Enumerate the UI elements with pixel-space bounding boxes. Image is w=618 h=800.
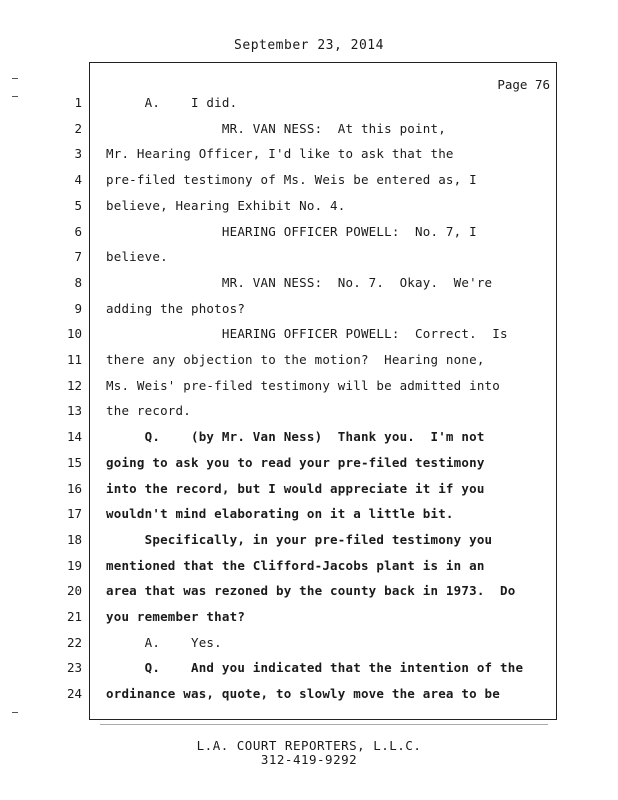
transcript-line	[0, 352, 618, 378]
line-text: adding the photos?	[106, 300, 246, 316]
line-number: 12	[66, 377, 82, 393]
line-text: Q. (by Mr. Van Ness) Thank you. I'm not	[106, 429, 485, 445]
transcript-line	[0, 660, 618, 686]
transcript-line	[0, 326, 618, 352]
transcript-line	[0, 635, 618, 661]
line-number: 19	[66, 557, 82, 573]
footer-phone: 312-419-9292	[260, 752, 358, 767]
line-number: 23	[66, 660, 82, 676]
line-number: 17	[66, 506, 82, 522]
transcript-line	[0, 532, 618, 558]
line-text: there any objection to the motion? Hearing none,	[106, 352, 485, 367]
line-text: wouldn't mind elaborating on it a little bit.	[106, 506, 454, 522]
margin-mark	[12, 78, 18, 79]
transcript-line	[0, 686, 618, 712]
line-number: 16	[66, 480, 82, 496]
line-text: ordinance was, quote, to slowly move the area to be	[106, 686, 501, 702]
line-text: MR. VAN NESS: No. 7. Okay. We're	[106, 274, 493, 290]
line-number: 2	[74, 120, 82, 136]
page-number: Page 76	[497, 77, 550, 92]
line-text: MR. VAN NESS: At this point,	[106, 120, 446, 136]
line-number: 6	[74, 223, 82, 239]
transcript-line	[0, 429, 618, 455]
line-text: you remember that?	[106, 609, 246, 624]
margin-mark	[12, 712, 18, 713]
line-number: 9	[74, 300, 82, 316]
transcript-line	[0, 506, 618, 532]
line-text: A. Yes.	[106, 634, 222, 650]
line-text: A. I did.	[106, 95, 238, 110]
transcript-line	[0, 121, 618, 147]
line-text: mentioned that the Clifford-Jacobs plant is in an	[106, 557, 485, 573]
transcript-line	[0, 275, 618, 301]
line-text: HEARING OFFICER POWELL: No. 7, I	[106, 223, 477, 239]
transcript-line	[0, 249, 618, 275]
line-number: 21	[66, 609, 82, 624]
transcript-line	[0, 455, 618, 481]
footer-company: L.A. COURT REPORTERS, L.L.C.	[196, 738, 422, 753]
line-number: 20	[66, 583, 82, 599]
line-number: 7	[74, 249, 82, 265]
line-number: 8	[74, 274, 82, 290]
line-number: 1	[74, 95, 82, 110]
transcript-line	[0, 583, 618, 609]
bottom-rule	[100, 724, 548, 725]
transcript-line	[0, 481, 618, 507]
transcript-line	[0, 172, 618, 198]
line-text: into the record, but I would appreciate it if you	[106, 480, 485, 496]
line-number: 3	[74, 146, 82, 162]
line-number: 15	[66, 454, 82, 470]
transcript-line	[0, 95, 618, 121]
line-number: 11	[66, 352, 82, 367]
line-number: 4	[74, 172, 82, 188]
transcript-line	[0, 301, 618, 327]
transcript-line	[0, 146, 618, 172]
line-text: Ms. Weis' pre-filed testimony will be admitted into	[106, 377, 501, 393]
transcript-line	[0, 378, 618, 404]
line-text: Q. And you indicated that the intention of the	[106, 660, 524, 676]
line-number: 10	[66, 326, 82, 342]
line-text: pre-filed testimony of Ms. Weis be entered as, I	[106, 172, 477, 188]
transcript-line	[0, 609, 618, 635]
transcript-line	[0, 198, 618, 224]
line-number: 14	[66, 429, 82, 445]
transcript-line	[0, 224, 618, 250]
line-text: Specifically, in your pre-filed testimony you	[106, 531, 493, 547]
line-text: believe, Hearing Exhibit No. 4.	[106, 197, 346, 213]
line-text: believe.	[106, 249, 168, 265]
line-text: area that was rezoned by the county back in 1973. Do	[106, 583, 516, 599]
line-number: 5	[74, 197, 82, 213]
transcript-line	[0, 403, 618, 429]
transcript-line	[0, 558, 618, 584]
line-number: 18	[66, 531, 82, 547]
header-date: September 23, 2014	[234, 38, 384, 53]
line-text: Mr. Hearing Officer, I'd like to ask that the	[106, 146, 454, 162]
line-number: 22	[66, 634, 82, 650]
line-number: 13	[66, 403, 82, 419]
line-number: 24	[66, 686, 82, 702]
line-text: the record.	[106, 403, 191, 419]
line-text: HEARING OFFICER POWELL: Correct. Is	[106, 326, 508, 342]
line-text: going to ask you to read your pre-filed testimony	[106, 454, 485, 470]
